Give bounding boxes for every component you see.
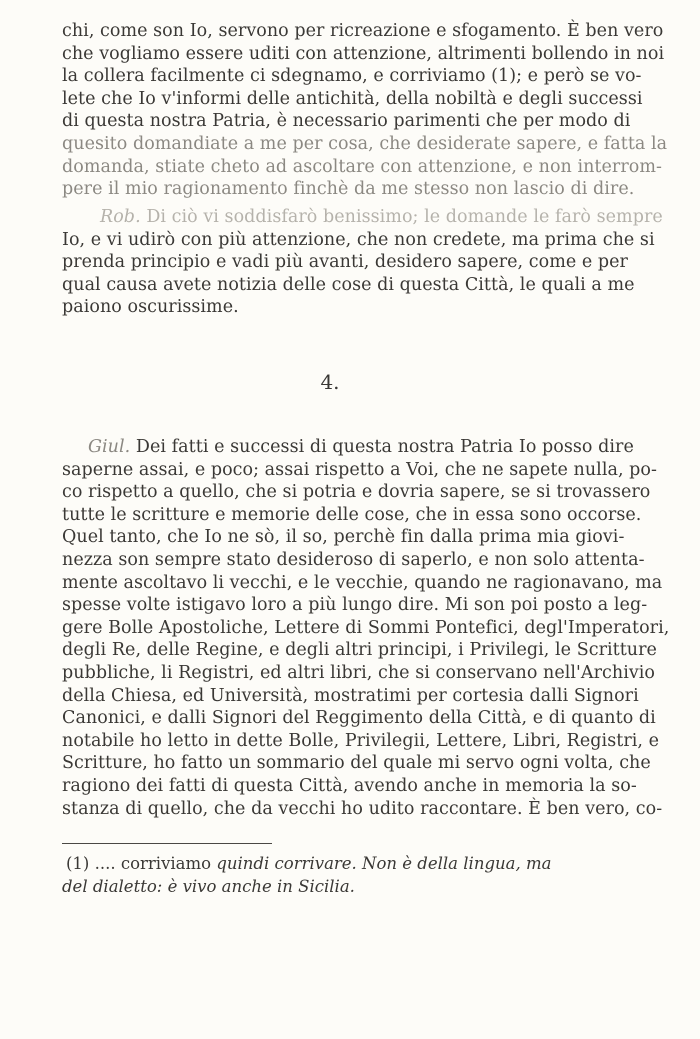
text-line: la collera facilmente ci sdegnamo, e corriviamo (1); e però se vo- — [62, 66, 642, 87]
text-line: nezza son sempre stato desideroso di saperlo, e non solo attenta- — [62, 549, 645, 570]
footnote — [62, 852, 602, 898]
text-line: notabile ho letto in dette Bolle, Privilegii, Lettere, Libri, Registri, e — [62, 730, 660, 751]
text-fragment: Di ciò vi soddisfarò benissimo; le domande le farò sempre — [146, 207, 663, 227]
text-line: tutte le scritture e memorie delle cose, che in essa sono occorse. — [62, 504, 642, 525]
top-paragraph — [62, 20, 668, 201]
giul-paragraph — [62, 436, 670, 820]
text-line: Io, e vi udirò con più attenzione, che non credete, ma prima che si — [62, 229, 655, 250]
footnote-rule — [62, 843, 272, 844]
text-line: mente ascoltavo li vecchi, e le vecchie, quando ne ragionavano, ma — [62, 572, 663, 593]
text-line: paiono oscurissime. — [62, 297, 239, 318]
text-line: quesito domandiate a me per cosa, che desiderate sapere, e fatta la — [62, 133, 668, 154]
text-line: pubbliche, li Registri, ed altri libri, che si conservano nell'Archivio — [62, 662, 656, 683]
rob-paragraph — [62, 206, 663, 319]
footnote-lead: .... corriviamo — [94, 854, 212, 873]
text-line: chi, come son Io, servono per ricreazione e sfogamento. È ben vero — [62, 21, 664, 41]
text-line — [62, 206, 663, 229]
text-line: stanza di quello, che da vecchi ho udito raccontare. È ben vero, co- — [62, 798, 663, 819]
text-line: co rispetto a quello, che si potria e dovria sapere, se si trovassero — [62, 482, 651, 503]
text-line: che vogliamo essere uditi con attenzione, altrimenti bollendo in noi — [62, 43, 665, 64]
section-number: 4. — [320, 370, 340, 394]
text-line: saperne assai, e poco; assai rispetto a Voi, che ne sapete nulla, po- — [62, 459, 657, 480]
text-line — [62, 436, 634, 459]
text-line: pere il mio ragionamento finchè da me stesso non lascio di dire. — [62, 179, 635, 200]
footnote-line — [62, 852, 602, 875]
speaker-label: Rob. — [100, 207, 141, 227]
footnote-line: del dialetto: è vivo anche in Sicilia. — [62, 877, 355, 896]
text-fragment: Dei fatti e successi di questa nostra Patria Io posso dire — [135, 437, 634, 457]
speaker-label: Giul. — [88, 437, 131, 457]
text-line: della Chiesa, ed Università, mostratimi per cortesia dalli Signori — [62, 685, 639, 706]
text-line: lete che Io v'informi delle antichità, della nobiltà e degli successi — [62, 88, 643, 109]
text-line: Scritture, ho fatto un sommario del quale mi servo ogni volta, che — [62, 753, 651, 774]
text-line: spesse volte istigavo loro a più lungo dire. Mi son poi posto a leg- — [62, 595, 648, 616]
footnote-marker: (1) — [66, 854, 90, 873]
text-line: qual causa avete notizia delle cose di questa Città, le quali a me — [62, 274, 635, 295]
text-line: degli Re, delle Regine, e degli altri principi, i Privilegi, le Scritture — [62, 640, 657, 661]
text-line: ragiono dei fatti di questa Città, avendo anche in memoria la so- — [62, 775, 637, 796]
text-line: Canonici, e dalli Signori del Reggimento della Città, e di quanto di — [62, 708, 656, 729]
text-line: gere Bolle Apostoliche, Lettere di Sommi Pontefici, degl'Imperatori, — [62, 617, 670, 638]
text-line: domanda, stiate cheto ad ascoltare con attenzione, e non interrom- — [62, 156, 662, 177]
text-line: prenda principio e vadi più avanti, desidero sapere, come e per — [62, 252, 628, 273]
text-line: Quel tanto, che Io ne sò, il so, perchè fin dalla prima mia giovi- — [62, 527, 625, 548]
text-line: di questa nostra Patria, è necessario parimenti che per modo di — [62, 111, 631, 132]
footnote-text: quindi corrivare. Non è della lingua, ma — [216, 854, 552, 873]
